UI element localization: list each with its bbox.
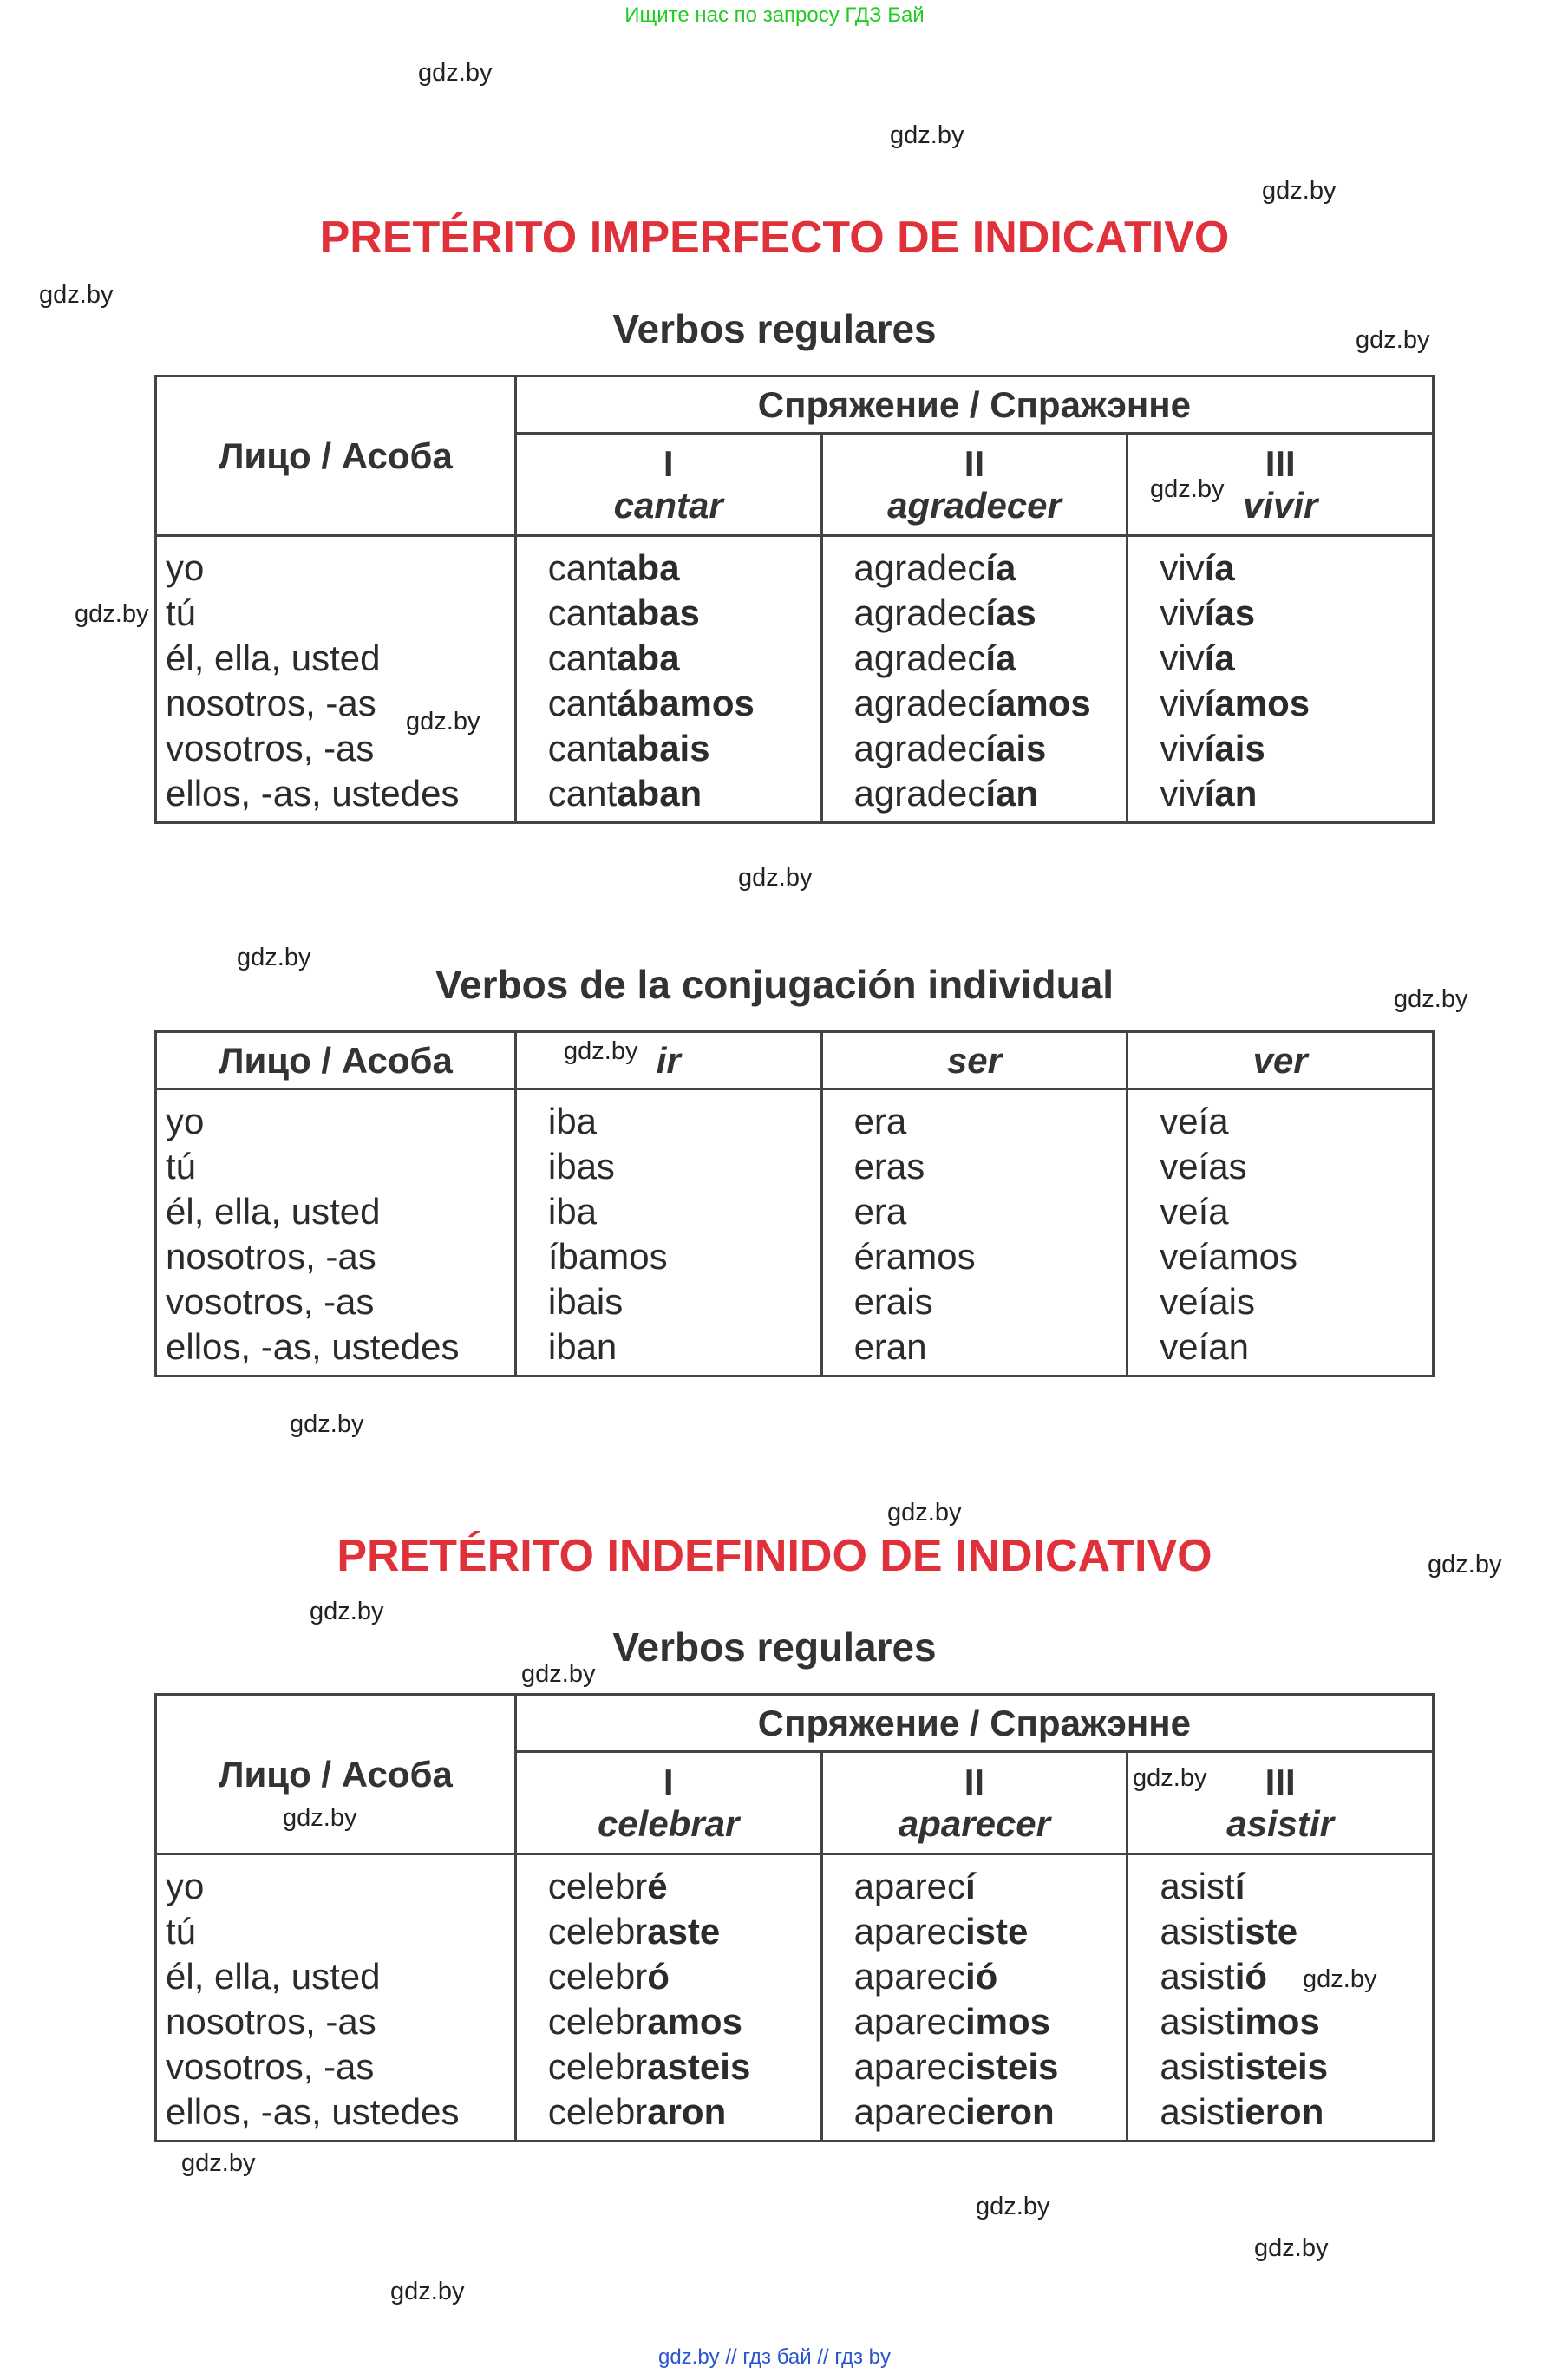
conjugation-header: Спряжение / Спражэнне: [515, 376, 1433, 434]
watermark: gdz.by: [75, 600, 149, 628]
list-item: vosotros, -as: [166, 728, 375, 768]
verb-ending: ías: [985, 592, 1036, 633]
list-item: nosotros, -as: [166, 683, 376, 723]
verb-form: [1128, 681, 1432, 726]
verb-stem: agradec: [853, 638, 986, 678]
verb-stem: viv: [1160, 592, 1205, 633]
verb-stem: asist: [1160, 1866, 1235, 1906]
verb-form: [517, 726, 820, 771]
verb-stem: aparec: [853, 2001, 965, 2042]
verb-ending: aba: [617, 638, 680, 678]
verb-stem: asist: [1160, 2091, 1235, 2132]
verb-form: [1128, 1909, 1432, 1954]
watermark: gdz.by: [181, 2149, 256, 2177]
imperfecto-individual-table: [154, 1030, 1435, 1377]
watermark: gdz.by: [406, 708, 480, 736]
forms-column-2: [821, 536, 1127, 823]
list-item: nosotros, -as: [166, 2001, 376, 2042]
verb-ending: aron: [647, 2091, 727, 2132]
verb-ending: asteis: [647, 2046, 751, 2087]
list-item: nosotros, -as: [166, 1236, 376, 1277]
watermark: gdz.by: [890, 121, 964, 149]
verb-ending: ían: [1204, 773, 1258, 814]
verb-stem: asist: [1160, 1956, 1235, 1997]
verb-stem: cant: [547, 592, 618, 633]
list-item: tú: [166, 1146, 197, 1187]
verb-stem: asist: [1160, 2001, 1235, 2042]
list-item: eras: [853, 1146, 925, 1187]
column-header-1: I celebrar: [515, 1752, 821, 1854]
person-header: Лицо / Асоба: [156, 1032, 516, 1089]
watermark: gdz.by: [521, 1660, 596, 1688]
list-item: él, ella, usted: [166, 1191, 381, 1232]
imperfecto-regular-table: [154, 375, 1435, 824]
verb-form: [1128, 2089, 1432, 2135]
verb-ending: isteis: [964, 2046, 1059, 2087]
column-header-1: I cantar: [515, 434, 821, 536]
verb-ending: amos: [647, 2001, 742, 2042]
verb-form: [517, 1954, 820, 1999]
list-item: ibas: [547, 1146, 615, 1187]
verb-form: [517, 1999, 820, 2044]
verb-stem: cant: [547, 547, 618, 588]
verb-ending: íais: [1204, 728, 1265, 768]
list-item: él, ella, usted: [166, 638, 381, 678]
forms-column-3: [1127, 1854, 1434, 2141]
list-item: tú: [166, 1911, 197, 1952]
verb-stem: cant: [547, 683, 618, 723]
verb-stem: celebr: [547, 2046, 648, 2087]
watermark: gdz.by: [283, 1804, 357, 1832]
verb-ending: ía: [1204, 547, 1235, 588]
verb-ending: ió: [1234, 1956, 1268, 1997]
verb-ending: ía: [985, 547, 1016, 588]
verb-ending: ías: [1204, 592, 1256, 633]
list-item: él, ella, usted: [166, 1956, 381, 1997]
verb-ending: ieron: [1234, 2091, 1324, 2132]
conjugation-header: Спряжение / Спражэнне: [515, 1695, 1433, 1752]
person-header: Лицо / Асоба: [156, 1695, 516, 1854]
list-item: veíais: [1160, 1281, 1255, 1322]
verb-form: [1128, 726, 1432, 771]
list-item: veían: [1160, 1326, 1249, 1367]
indefinido-title: PRETÉRITO INDEFINIDO DE INDICATIVO: [337, 1531, 1212, 1581]
verb-stem: viv: [1160, 547, 1205, 588]
verb-ending: é: [647, 1866, 668, 1906]
verb-stem: asist: [1160, 2046, 1235, 2087]
verb-form: [517, 771, 820, 816]
verb-form: [823, 1909, 1127, 1954]
list-item: era: [853, 1191, 907, 1232]
watermark: gdz.by: [290, 1410, 364, 1438]
verb-stem: viv: [1160, 773, 1205, 814]
forms-column-3: [1127, 536, 1434, 823]
verb-stem: agradec: [853, 683, 986, 723]
verb-stem: aparec: [853, 2091, 965, 2132]
verb-form: [517, 2044, 820, 2089]
verb-ending: ió: [964, 1956, 998, 1997]
verb-form: [1128, 1999, 1432, 2044]
column-header-ver: ver: [1127, 1032, 1434, 1089]
watermark: gdz.by: [1262, 177, 1337, 205]
list-item: veíamos: [1160, 1236, 1297, 1277]
verb-ending: íamos: [1204, 683, 1310, 723]
verb-ending: íais: [985, 728, 1047, 768]
list-item: eran: [853, 1326, 927, 1367]
imperfecto-title: PRETÉRITO IMPERFECTO DE INDICATIVO: [319, 212, 1230, 263]
verb-form: [1128, 2044, 1432, 2089]
verb-stem: aparec: [853, 1911, 965, 1952]
verb-ending: iste: [1234, 1911, 1298, 1952]
verb-stem: cant: [547, 638, 618, 678]
verb-form: [1128, 771, 1432, 816]
verb-form: [823, 771, 1127, 816]
verb-ending: ieron: [964, 2091, 1055, 2132]
list-item: erais: [853, 1281, 933, 1322]
verb-stem: celebr: [547, 2001, 648, 2042]
verb-ending: abas: [617, 592, 700, 633]
watermark: gdz.by: [418, 59, 493, 87]
verb-stem: viv: [1160, 728, 1205, 768]
watermark: gdz.by: [976, 2193, 1050, 2220]
verb-stem: agradec: [853, 547, 986, 588]
list-item: ellos, -as, ustedes: [166, 2091, 460, 2132]
verb-stem: aparec: [853, 2046, 965, 2087]
persons-column: [156, 536, 516, 823]
verb-ending: aste: [647, 1911, 721, 1952]
indefinido-regular-table: [154, 1693, 1435, 2142]
verb-ending: ían: [985, 773, 1039, 814]
verb-stem: agradec: [853, 592, 986, 633]
watermark: gdz.by: [887, 1499, 962, 1527]
forms-column-1: [515, 1854, 821, 2141]
verb-form: [1128, 1954, 1432, 1999]
verb-form: [823, 546, 1127, 591]
verb-form: [1128, 591, 1432, 636]
list-item: ellos, -as, ustedes: [166, 773, 460, 814]
watermark: gdz.by: [310, 1598, 384, 1625]
watermark: gdz.by: [1428, 1551, 1502, 1579]
verb-stem: agradec: [853, 773, 986, 814]
verb-form: [1128, 1864, 1432, 1909]
individual-subtitle: Verbos de la conjugación individual: [435, 962, 1114, 1007]
list-item: iban: [547, 1326, 618, 1367]
forms-column-1: [515, 536, 821, 823]
list-item: éramos: [853, 1236, 976, 1277]
column-header-ir: ir: [515, 1032, 821, 1089]
watermark: gdz.by: [39, 281, 114, 309]
list-item: vosotros, -as: [166, 1281, 375, 1322]
verb-stem: aparec: [853, 1956, 965, 1997]
watermark: gdz.by: [237, 944, 311, 971]
verb-form: [1128, 546, 1432, 591]
indefinido-regular-subtitle: Verbos regulares: [612, 1625, 937, 1670]
verb-stem: cant: [547, 728, 618, 768]
column-header-2: II agradecer: [821, 434, 1127, 536]
verb-ending: ía: [985, 638, 1016, 678]
verb-form: [517, 2089, 820, 2135]
verb-form: [823, 2089, 1127, 2135]
watermark: gdz.by: [1254, 2234, 1329, 2262]
list-item: veías: [1160, 1146, 1247, 1187]
verb-stem: agradec: [853, 728, 986, 768]
list-item: iba: [547, 1191, 597, 1232]
verb-ending: aban: [617, 773, 703, 814]
verb-form: [517, 636, 820, 681]
verb-stem: viv: [1160, 638, 1205, 678]
verb-ending: íamos: [985, 683, 1091, 723]
verb-form: [517, 681, 820, 726]
verb-form: [823, 2044, 1127, 2089]
watermark: gdz.by: [564, 1037, 638, 1065]
watermark: gdz.by: [1303, 1965, 1377, 1993]
imperfecto-regular-subtitle: Verbos regulares: [612, 306, 937, 351]
verb-form: [823, 636, 1127, 681]
column-header-2: II aparecer: [821, 1752, 1127, 1854]
watermark: gdz.by: [1133, 1764, 1207, 1792]
column-header-ser: ser: [821, 1032, 1127, 1089]
column-header-3: III vivir: [1127, 434, 1434, 536]
persons-column: [156, 1854, 516, 2141]
verb-form: [823, 681, 1127, 726]
verb-stem: celebr: [547, 1866, 648, 1906]
verb-ending: imos: [1234, 2001, 1320, 2042]
person-header: Лицо / Асоба: [156, 376, 516, 536]
verb-ending: ábamos: [617, 683, 755, 723]
column-header-3: III asistir: [1127, 1752, 1434, 1854]
list-item: yo: [166, 1866, 205, 1906]
list-item: vosotros, -as: [166, 2046, 375, 2087]
verb-form: [517, 546, 820, 591]
list-item: yo: [166, 547, 205, 588]
verb-form: [823, 1864, 1127, 1909]
verb-ending: í: [964, 1866, 976, 1906]
verb-form: [517, 1909, 820, 1954]
verb-ending: aba: [617, 547, 680, 588]
list-item: veía: [1160, 1101, 1229, 1141]
verb-ending: abais: [617, 728, 710, 768]
watermark: gdz.by: [738, 864, 813, 892]
verb-form: [823, 1954, 1127, 1999]
forms-column-ir: [515, 1089, 821, 1376]
verb-ending: ía: [1204, 638, 1235, 678]
verb-stem: viv: [1160, 683, 1205, 723]
forms-column-ver: [1127, 1089, 1434, 1376]
watermark: gdz.by: [1356, 326, 1430, 354]
persons-column: [156, 1089, 516, 1376]
watermark: gdz.by: [1150, 475, 1225, 503]
verb-form: [1128, 636, 1432, 681]
list-item: veía: [1160, 1191, 1229, 1232]
list-item: íbamos: [547, 1236, 668, 1277]
forms-column-2: [821, 1854, 1127, 2141]
verb-ending: ó: [647, 1956, 670, 1997]
verb-form: [517, 591, 820, 636]
forms-column-ser: [821, 1089, 1127, 1376]
verb-form: [823, 591, 1127, 636]
verb-stem: asist: [1160, 1911, 1235, 1952]
list-item: ellos, -as, ustedes: [166, 1326, 460, 1367]
list-item: ibais: [547, 1281, 624, 1322]
list-item: era: [853, 1101, 907, 1141]
verb-ending: imos: [964, 2001, 1051, 2042]
verb-form: [517, 1864, 820, 1909]
verb-form: [823, 726, 1127, 771]
verb-form: [823, 1999, 1127, 2044]
verb-ending: í: [1234, 1866, 1245, 1906]
verb-stem: celebr: [547, 1956, 648, 1997]
verb-stem: cant: [547, 773, 618, 814]
list-item: yo: [166, 1101, 205, 1141]
watermark: gdz.by: [390, 2278, 465, 2305]
footer-links[interactable]: gdz.by // гдз бай // гдз by: [657, 2345, 892, 2369]
verb-stem: celebr: [547, 1911, 648, 1952]
verb-ending: iste: [964, 1911, 1029, 1952]
list-item: tú: [166, 592, 197, 633]
verb-stem: celebr: [547, 2091, 648, 2132]
verb-ending: isteis: [1234, 2046, 1329, 2087]
list-item: iba: [547, 1101, 597, 1141]
verb-stem: aparec: [853, 1866, 965, 1906]
top-banner: Ищите нас по запросу ГДЗ Бай: [624, 3, 925, 27]
watermark: gdz.by: [1394, 985, 1468, 1013]
